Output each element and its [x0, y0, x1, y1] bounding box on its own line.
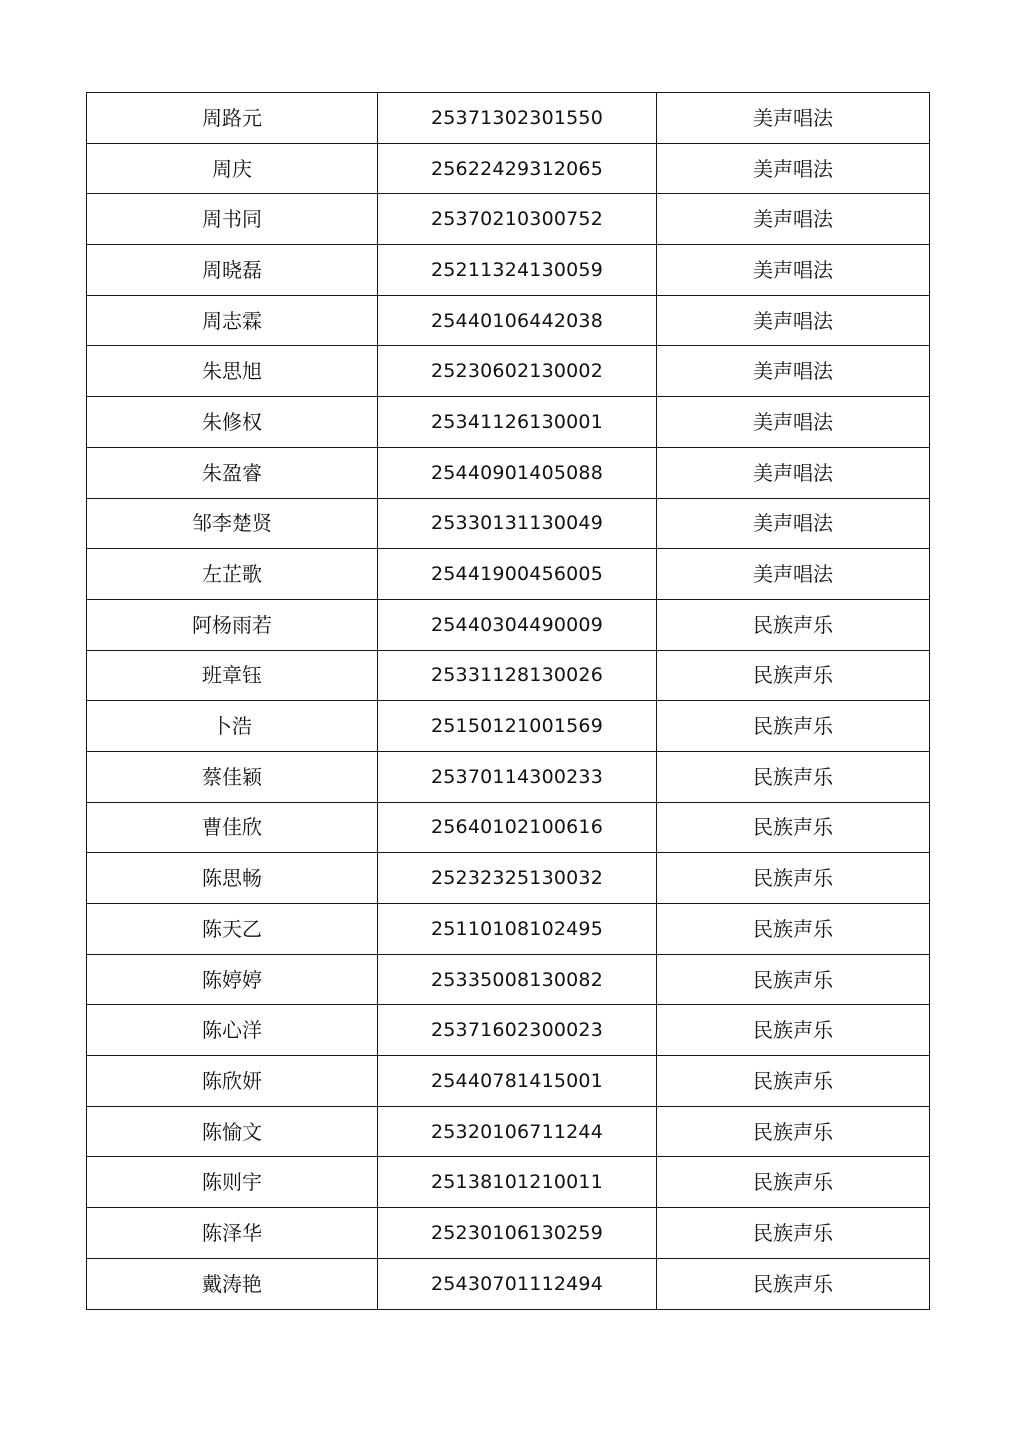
major-cell: 美声唱法 [657, 498, 930, 549]
table-row [87, 1005, 930, 1056]
candidate-name-cell: 陈天乙 [87, 904, 378, 955]
candidate-id-cell: 25330131130049 [378, 498, 657, 549]
candidate-name-cell: 阿杨雨若 [87, 599, 378, 650]
candidate-name-cell: 曹佳欣 [87, 802, 378, 853]
candidate-name-cell: 班章钰 [87, 650, 378, 701]
candidate-id-cell: 25230602130002 [378, 346, 657, 397]
candidate-name-cell: 卜浩 [87, 701, 378, 752]
table-row [87, 853, 930, 904]
major-cell: 美声唱法 [657, 245, 930, 296]
major-cell: 美声唱法 [657, 143, 930, 194]
major-cell: 民族声乐 [657, 1005, 930, 1056]
candidate-name-cell: 周路元 [87, 93, 378, 144]
major-cell: 民族声乐 [657, 1106, 930, 1157]
candidate-name-cell: 朱盈睿 [87, 447, 378, 498]
table-row [87, 295, 930, 346]
table-row [87, 1056, 930, 1107]
candidate-id-cell: 25640102100616 [378, 802, 657, 853]
candidate-id-cell: 25150121001569 [378, 701, 657, 752]
candidate-name-cell: 周晓磊 [87, 245, 378, 296]
candidate-id-cell: 25335008130082 [378, 954, 657, 1005]
major-cell: 民族声乐 [657, 701, 930, 752]
candidate-id-cell: 25370210300752 [378, 194, 657, 245]
table-row [87, 650, 930, 701]
table-row [87, 447, 930, 498]
table-row [87, 397, 930, 448]
table-row [87, 143, 930, 194]
major-cell: 民族声乐 [657, 650, 930, 701]
candidate-name-cell: 陈心洋 [87, 1005, 378, 1056]
candidate-id-cell: 25320106711244 [378, 1106, 657, 1157]
table-row [87, 1157, 930, 1208]
table-row [87, 701, 930, 752]
roster-table-body [87, 93, 930, 1310]
major-cell: 民族声乐 [657, 599, 930, 650]
candidate-name-cell: 周书同 [87, 194, 378, 245]
candidate-name-cell: 周志霖 [87, 295, 378, 346]
table-row [87, 751, 930, 802]
table-row [87, 1208, 930, 1259]
candidate-id-cell: 25440304490009 [378, 599, 657, 650]
table-row [87, 954, 930, 1005]
major-cell: 美声唱法 [657, 549, 930, 600]
table-row [87, 549, 930, 600]
major-cell: 民族声乐 [657, 954, 930, 1005]
candidate-id-cell: 25440781415001 [378, 1056, 657, 1107]
candidate-name-cell: 陈则宇 [87, 1157, 378, 1208]
candidate-id-cell: 25441900456005 [378, 549, 657, 600]
table-row [87, 346, 930, 397]
major-cell: 美声唱法 [657, 93, 930, 144]
roster-table [86, 92, 930, 1310]
candidate-name-cell: 陈思畅 [87, 853, 378, 904]
candidate-name-cell: 戴涛艳 [87, 1258, 378, 1309]
candidate-id-cell: 25110108102495 [378, 904, 657, 955]
candidate-id-cell: 25331128130026 [378, 650, 657, 701]
candidate-id-cell: 25440106442038 [378, 295, 657, 346]
candidate-name-cell: 左芷歌 [87, 549, 378, 600]
major-cell: 美声唱法 [657, 447, 930, 498]
major-cell: 民族声乐 [657, 751, 930, 802]
candidate-name-cell: 陈欣妍 [87, 1056, 378, 1107]
candidate-name-cell: 蔡佳颖 [87, 751, 378, 802]
candidate-name-cell: 邹李楚贤 [87, 498, 378, 549]
table-row [87, 1258, 930, 1309]
candidate-id-cell: 25430701112494 [378, 1258, 657, 1309]
major-cell: 民族声乐 [657, 1157, 930, 1208]
major-cell: 民族声乐 [657, 802, 930, 853]
major-cell: 民族声乐 [657, 904, 930, 955]
candidate-name-cell: 朱思旭 [87, 346, 378, 397]
major-cell: 美声唱法 [657, 295, 930, 346]
table-row [87, 599, 930, 650]
candidate-name-cell: 陈婷婷 [87, 954, 378, 1005]
major-cell: 美声唱法 [657, 194, 930, 245]
candidate-name-cell: 朱修权 [87, 397, 378, 448]
major-cell: 美声唱法 [657, 346, 930, 397]
candidate-name-cell: 陈泽华 [87, 1208, 378, 1259]
table-row [87, 93, 930, 144]
candidate-name-cell: 陈愉文 [87, 1106, 378, 1157]
candidate-id-cell: 25138101210011 [378, 1157, 657, 1208]
table-row [87, 1106, 930, 1157]
candidate-id-cell: 25371602300023 [378, 1005, 657, 1056]
table-row [87, 904, 930, 955]
candidate-id-cell: 25341126130001 [378, 397, 657, 448]
table-row [87, 194, 930, 245]
candidate-id-cell: 25232325130032 [378, 853, 657, 904]
table-row [87, 802, 930, 853]
table-row [87, 245, 930, 296]
candidate-id-cell: 25622429312065 [378, 143, 657, 194]
table-row [87, 498, 930, 549]
candidate-name-cell: 周庆 [87, 143, 378, 194]
major-cell: 民族声乐 [657, 1258, 930, 1309]
candidate-id-cell: 25211324130059 [378, 245, 657, 296]
major-cell: 民族声乐 [657, 853, 930, 904]
major-cell: 民族声乐 [657, 1056, 930, 1107]
major-cell: 民族声乐 [657, 1208, 930, 1259]
candidate-id-cell: 25230106130259 [378, 1208, 657, 1259]
candidate-id-cell: 25371302301550 [378, 93, 657, 144]
candidate-id-cell: 25370114300233 [378, 751, 657, 802]
candidate-id-cell: 25440901405088 [378, 447, 657, 498]
major-cell: 美声唱法 [657, 397, 930, 448]
